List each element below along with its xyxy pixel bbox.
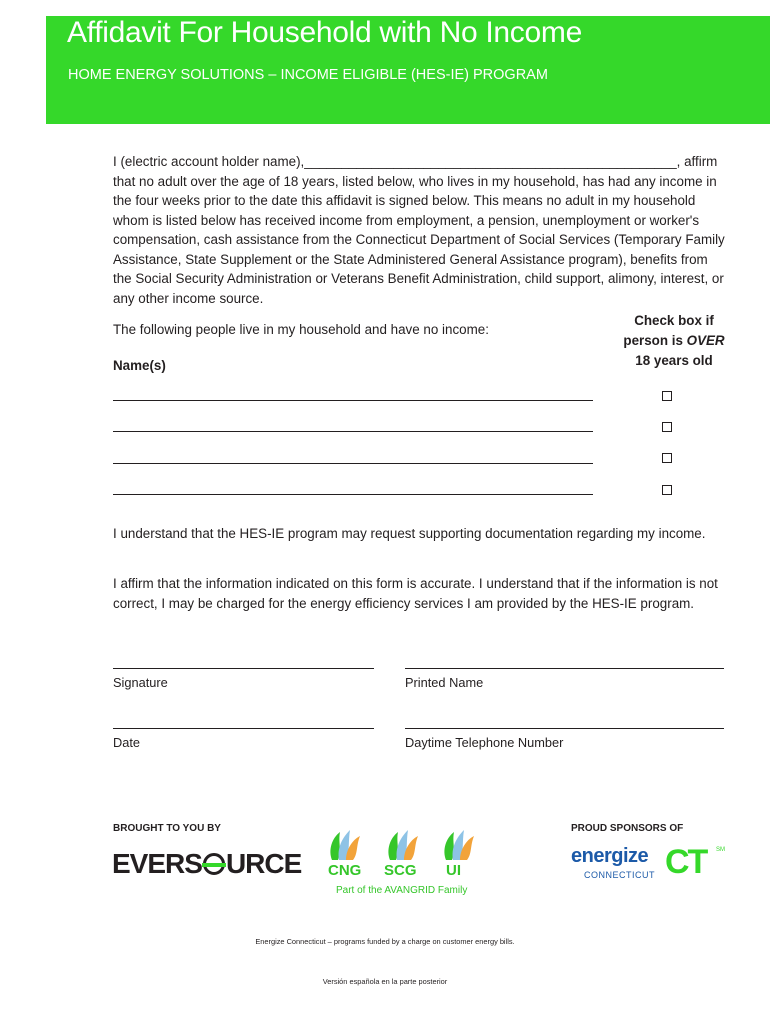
energize-connecticut-label: CONNECTICUT (584, 870, 655, 880)
household-statement: The following people live in my household and have no income: (113, 322, 489, 337)
name-field-2[interactable] (113, 431, 593, 432)
name-field-3[interactable] (113, 463, 593, 464)
over-18-checkbox-4[interactable] (662, 485, 672, 495)
ui-label: UI (446, 862, 461, 879)
cng-label: CNG (328, 862, 362, 879)
energize-wordmark: energize (571, 845, 649, 867)
eversource-o-icon (203, 853, 225, 875)
phone-field[interactable] (405, 728, 724, 729)
over-18-checkbox-2[interactable] (662, 422, 672, 432)
printed-name-label: Printed Name (405, 675, 484, 690)
names-heading: Name(s) (113, 358, 166, 373)
avangrid-logo (322, 828, 482, 900)
scg-flame-icon (384, 828, 424, 862)
date-field[interactable] (113, 728, 374, 729)
accuracy-affirmation: I affirm that the information indicated on this form is accurate. I understand that if the information is not correct, I may be charged for the energy efficiency services I am provided by the HES-IE program. (113, 576, 718, 611)
documentation-notice: I understand that the HES-IE program may request supporting documentation regarding my income. (113, 526, 706, 541)
check-heading-line1: Check box if (634, 313, 714, 328)
check-heading-line2 (604, 331, 744, 351)
energize-ct-logo (569, 843, 729, 885)
affidavit-statement: I (electric account holder name),__________________________________________________, affirm that no adult over the age of 18 years, listed below, who lives in my household, has had any income in the four weeks prior to the date this affidavit is signed below. This means no adult in my household whom is listed below has received income from employment, a pension, unemployment or worker's compensation, cash assistance from the Connecticut Department of Social Services (Temporary Family Assistance, State Supplement or the State Administered General Assistance program), benefits from the Social Security Administration or Veterans Benefit Administration, child support, alimony, interest, or any other income source. (113, 154, 725, 306)
phone-label: Daytime Telephone Number (405, 735, 564, 750)
cng-flame-icon (326, 828, 366, 862)
over-18-column-heading (604, 311, 744, 371)
page-title: Affidavit For Household with No Income (67, 16, 582, 49)
program-subtitle: HOME ENERGY SOLUTIONS – INCOME ELIGIBLE (HES-IE) PROGRAM (68, 67, 548, 83)
brought-to-you-by-label: BROUGHT TO YOU BY (113, 823, 221, 834)
proud-sponsors-label: PROUD SPONSORS OF (571, 823, 684, 834)
spanish-version-note: Versión española en la parte posterior (322, 977, 448, 986)
scg-label: SCG (384, 862, 417, 879)
over-18-checkbox-3[interactable] (662, 453, 672, 463)
printed-name-field[interactable] (405, 668, 724, 669)
signature-label: Signature (113, 675, 168, 690)
eversource-logo-post: URCE (225, 848, 302, 879)
funding-note: Energize Connecticut – programs funded by a charge on customer energy bills. (255, 937, 515, 946)
avangrid-tagline: Part of the AVANGRID Family (336, 885, 468, 896)
service-mark: SM (716, 847, 725, 853)
eversource-logo (112, 848, 301, 880)
ct-mark: CT (665, 843, 707, 881)
check-heading-emphasis: OVER (686, 333, 725, 348)
signature-field[interactable] (113, 668, 374, 669)
over-18-checkbox-1[interactable] (662, 391, 672, 401)
check-heading-line3: 18 years old (635, 353, 713, 368)
name-field-4[interactable] (113, 494, 593, 495)
check-heading-pre: person is (623, 333, 687, 348)
eversource-logo-pre: EVERS (112, 848, 202, 879)
date-label: Date (113, 735, 141, 750)
name-field-1[interactable] (113, 400, 593, 401)
ui-flame-icon (440, 828, 480, 862)
